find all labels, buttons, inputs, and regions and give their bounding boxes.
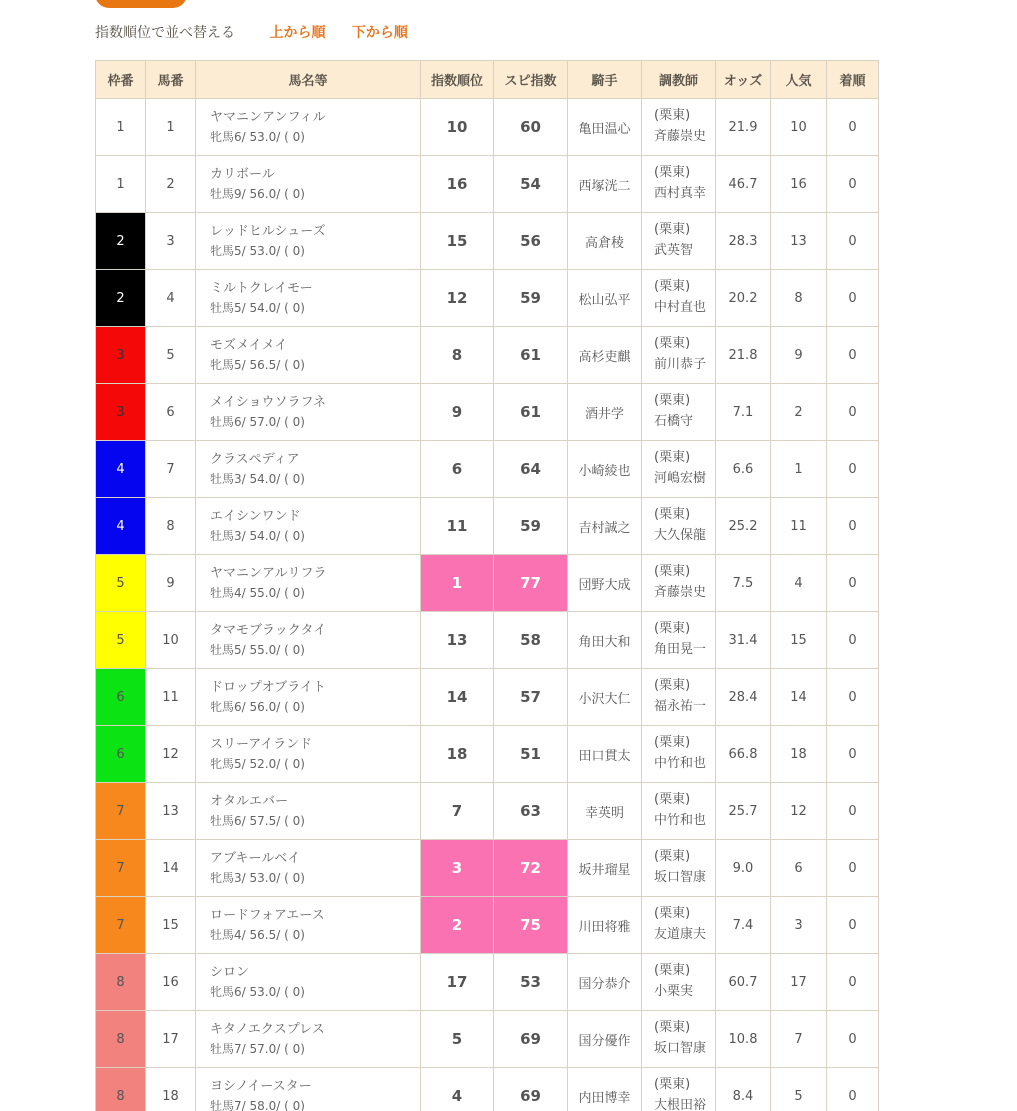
horse-name: ヤマニンアンフィル: [210, 109, 326, 125]
popularity-cell: 18: [771, 726, 827, 783]
index-rank-cell: 5: [421, 1011, 494, 1068]
speed-index-cell: 77: [494, 555, 568, 612]
horse-detail: 牡馬3/ 54.0/ ( 0): [210, 528, 305, 543]
horse-number-cell: 3: [146, 213, 196, 270]
jockey-cell: 小沢大仁: [568, 669, 642, 726]
odds-cell: 21.8: [716, 327, 771, 384]
frame-number-cell: 8: [96, 1011, 146, 1068]
horse-name: スリーアイランド: [210, 736, 313, 752]
trainer-cell: [642, 156, 716, 213]
table-row: [96, 327, 879, 384]
horse-number-cell: 11: [146, 669, 196, 726]
column-header-5: 騎手: [568, 61, 642, 99]
horse-name: ミルトクレイモー: [210, 280, 313, 296]
trainer-cell: [642, 954, 716, 1011]
trainer-cell: [642, 270, 716, 327]
frame-number-cell: 1: [96, 99, 146, 156]
horse-name-cell: [196, 498, 421, 555]
finish-position-cell: 0: [827, 555, 879, 612]
horse-detail: 牡馬3/ 54.0/ ( 0): [210, 471, 305, 486]
speed-index-cell: 51: [494, 726, 568, 783]
popularity-cell: 14: [771, 669, 827, 726]
trainer-name: 中竹和也: [654, 813, 707, 828]
odds-cell: 31.4: [716, 612, 771, 669]
index-rank-cell: 3: [421, 840, 494, 897]
jockey-cell: 幸英明: [568, 783, 642, 840]
finish-position-cell: 0: [827, 612, 879, 669]
popularity-cell: 9: [771, 327, 827, 384]
popularity-cell: 11: [771, 498, 827, 555]
horse-name: ヤマニンアルリフラ: [210, 565, 327, 581]
speed-index-cell: 64: [494, 441, 568, 498]
trainer-region: (栗東): [654, 1020, 691, 1036]
trainer-cell: [642, 327, 716, 384]
index-rank-cell: 9: [421, 384, 494, 441]
horse-detail: 牡馬4/ 55.0/ ( 0): [210, 585, 305, 600]
horse-detail: 牝馬6/ 53.0/ ( 0): [210, 984, 305, 999]
horse-number-cell: 15: [146, 897, 196, 954]
trainer-region: (栗東): [654, 507, 691, 523]
horse-name-cell: [196, 1068, 421, 1111]
horse-number-cell: 14: [146, 840, 196, 897]
horse-name-cell: [196, 1011, 421, 1068]
trainer-cell: [642, 726, 716, 783]
horse-name-cell: [196, 840, 421, 897]
horse-name-cell: [196, 897, 421, 954]
column-header-3: 指数順位: [421, 61, 494, 99]
index-rank-cell: 17: [421, 954, 494, 1011]
horse-name: キタノエクスプレス: [210, 1021, 325, 1037]
speed-index-cell: 58: [494, 612, 568, 669]
trainer-cell: [642, 213, 716, 270]
column-header-6: 調教師: [642, 61, 716, 99]
horse-name: モズメイメイ: [210, 337, 288, 353]
speed-index-cell: 54: [494, 156, 568, 213]
race-index-table: [95, 60, 879, 1111]
trainer-region: (栗東): [654, 963, 691, 979]
trainer-region: (栗東): [654, 450, 691, 466]
jockey-cell: 内田博幸: [568, 1068, 642, 1111]
horse-name-cell: [196, 213, 421, 270]
trainer-name: 大根田裕: [654, 1098, 707, 1111]
horse-detail: 牝馬5/ 53.0/ ( 0): [210, 243, 305, 258]
horse-detail: 牝馬6/ 53.0/ ( 0): [210, 129, 305, 144]
trainer-cell: [642, 840, 716, 897]
jockey-cell: 高杉吏麒: [568, 327, 642, 384]
sort-ascending-link[interactable]: 上から順: [269, 25, 326, 41]
trainer-name: 友道康夫: [654, 927, 707, 942]
trainer-region: (栗東): [654, 279, 691, 295]
index-rank-cell: 11: [421, 498, 494, 555]
odds-cell: 25.7: [716, 783, 771, 840]
horse-detail: 牡馬6/ 57.0/ ( 0): [210, 414, 305, 429]
trainer-region: (栗東): [654, 792, 691, 808]
popularity-cell: 8: [771, 270, 827, 327]
finish-position-cell: 0: [827, 327, 879, 384]
trainer-name: 武英智: [654, 243, 694, 258]
finish-position-cell: 0: [827, 213, 879, 270]
table-row: [96, 669, 879, 726]
column-header-2: 馬名等: [196, 61, 421, 99]
finish-position-cell: 0: [827, 384, 879, 441]
trainer-name: 中竹和也: [654, 756, 707, 771]
odds-cell: 9.0: [716, 840, 771, 897]
jockey-cell: 松山弘平: [568, 270, 642, 327]
index-rank-cell: 7: [421, 783, 494, 840]
sort-descending-link[interactable]: 下から順: [351, 25, 408, 41]
trainer-region: (栗東): [654, 678, 691, 694]
finish-position-cell: 0: [827, 156, 879, 213]
jockey-cell: 角田大和: [568, 612, 642, 669]
trainer-region: (栗東): [654, 849, 691, 865]
odds-cell: 25.2: [716, 498, 771, 555]
speed-index-cell: 57: [494, 669, 568, 726]
popularity-cell: 10: [771, 99, 827, 156]
horse-name-cell: [196, 726, 421, 783]
frame-number-cell: 2: [96, 213, 146, 270]
table-row: [96, 897, 879, 954]
finish-position-cell: 0: [827, 840, 879, 897]
horse-name-cell: [196, 327, 421, 384]
horse-detail: 牡馬7/ 57.0/ ( 0): [210, 1041, 305, 1056]
table-row: [96, 213, 879, 270]
odds-cell: 7.5: [716, 555, 771, 612]
odds-cell: 66.8: [716, 726, 771, 783]
popularity-cell: 2: [771, 384, 827, 441]
horse-detail: 牝馬5/ 56.5/ ( 0): [210, 357, 305, 372]
trainer-name: 石橋守: [654, 414, 694, 429]
popularity-cell: 7: [771, 1011, 827, 1068]
frame-number-cell: 7: [96, 783, 146, 840]
horse-name: レッドヒルシューズ: [210, 223, 326, 239]
horse-number-cell: 6: [146, 384, 196, 441]
column-header-4: スピ指数: [494, 61, 568, 99]
horse-number-cell: 1: [146, 99, 196, 156]
column-header-0: 枠番: [96, 61, 146, 99]
index-rank-cell: 16: [421, 156, 494, 213]
jockey-cell: 酒井学: [568, 384, 642, 441]
trainer-region: (栗東): [654, 222, 691, 238]
odds-cell: 28.3: [716, 213, 771, 270]
popularity-cell: 16: [771, 156, 827, 213]
finish-position-cell: 0: [827, 270, 879, 327]
index-rank-cell: 2: [421, 897, 494, 954]
top-action-button[interactable]: [95, 0, 187, 8]
popularity-cell: 15: [771, 612, 827, 669]
horse-number-cell: 10: [146, 612, 196, 669]
table-row: [96, 1011, 879, 1068]
jockey-cell: 国分優作: [568, 1011, 642, 1068]
horse-name: メイショウソラフネ: [210, 394, 326, 410]
speed-index-cell: 53: [494, 954, 568, 1011]
odds-cell: 60.7: [716, 954, 771, 1011]
horse-name: ロードフォアエース: [210, 907, 325, 923]
trainer-name: 福永祐一: [654, 699, 707, 714]
odds-cell: 46.7: [716, 156, 771, 213]
finish-position-cell: 0: [827, 1011, 879, 1068]
horse-name: ドロップオブライト: [210, 679, 326, 695]
horse-name-cell: [196, 669, 421, 726]
index-rank-cell: 12: [421, 270, 494, 327]
popularity-cell: 4: [771, 555, 827, 612]
trainer-name: 小栗実: [654, 984, 694, 999]
table-row: [96, 555, 879, 612]
horse-number-cell: 7: [146, 441, 196, 498]
jockey-cell: 田口貫太: [568, 726, 642, 783]
popularity-cell: 3: [771, 897, 827, 954]
jockey-cell: 亀田温心: [568, 99, 642, 156]
trainer-name: 斉藤崇史: [654, 129, 707, 144]
table-header: [96, 61, 879, 99]
trainer-cell: [642, 669, 716, 726]
horse-name-cell: [196, 555, 421, 612]
horse-number-cell: 13: [146, 783, 196, 840]
table-row: [96, 612, 879, 669]
index-rank-cell: 6: [421, 441, 494, 498]
horse-detail: 牡馬6/ 57.5/ ( 0): [210, 813, 305, 828]
horse-name-cell: [196, 783, 421, 840]
popularity-cell: 5: [771, 1068, 827, 1111]
table-row: [96, 1068, 879, 1111]
trainer-name: 角田晃一: [654, 642, 707, 657]
finish-position-cell: 0: [827, 783, 879, 840]
speed-index-cell: 59: [494, 270, 568, 327]
speed-index-cell: 69: [494, 1011, 568, 1068]
horse-name: クラスペディア: [210, 451, 300, 467]
index-rank-cell: 1: [421, 555, 494, 612]
column-header-1: 馬番: [146, 61, 196, 99]
index-rank-cell: 8: [421, 327, 494, 384]
finish-position-cell: 0: [827, 99, 879, 156]
trainer-name: 大久保龍: [654, 528, 707, 543]
odds-cell: 10.8: [716, 1011, 771, 1068]
horse-detail: 牡馬5/ 55.0/ ( 0): [210, 642, 305, 657]
index-rank-cell: 13: [421, 612, 494, 669]
horse-name-cell: [196, 384, 421, 441]
sort-label: 指数順位で並べ替える: [95, 25, 235, 41]
odds-cell: 20.2: [716, 270, 771, 327]
horse-name-cell: [196, 612, 421, 669]
trainer-region: (栗東): [654, 336, 691, 352]
trainer-region: (栗東): [654, 735, 691, 751]
table-row: [96, 840, 879, 897]
jockey-cell: 坂井瑠星: [568, 840, 642, 897]
speed-index-cell: 63: [494, 783, 568, 840]
trainer-name: 河嶋宏樹: [654, 471, 707, 486]
trainer-name: 中村直也: [654, 300, 707, 315]
speed-index-cell: 56: [494, 213, 568, 270]
jockey-cell: 団野大成: [568, 555, 642, 612]
horse-name-cell: [196, 99, 421, 156]
jockey-cell: 高倉稜: [568, 213, 642, 270]
horse-detail: 牝馬6/ 56.0/ ( 0): [210, 699, 305, 714]
horse-detail: 牡馬7/ 58.0/ ( 0): [210, 1098, 305, 1111]
jockey-cell: 吉村誠之: [568, 498, 642, 555]
horse-detail: 牝馬5/ 52.0/ ( 0): [210, 756, 305, 771]
table-row: [96, 384, 879, 441]
finish-position-cell: 0: [827, 669, 879, 726]
popularity-cell: 6: [771, 840, 827, 897]
odds-cell: 7.4: [716, 897, 771, 954]
sort-bar: [95, 22, 430, 42]
horse-number-cell: 2: [146, 156, 196, 213]
jockey-cell: 川田将雅: [568, 897, 642, 954]
index-rank-cell: 15: [421, 213, 494, 270]
horse-name: オタルエバー: [210, 793, 289, 809]
horse-detail: 牡馬5/ 54.0/ ( 0): [210, 300, 305, 315]
trainer-cell: [642, 498, 716, 555]
trainer-region: (栗東): [654, 906, 691, 922]
horse-name: シロン: [210, 964, 250, 980]
frame-number-cell: 4: [96, 498, 146, 555]
horse-number-cell: 8: [146, 498, 196, 555]
odds-cell: 8.4: [716, 1068, 771, 1111]
trainer-name: 坂口智康: [654, 870, 707, 885]
horse-name: ヨシノイースター: [210, 1078, 312, 1094]
horse-number-cell: 18: [146, 1068, 196, 1111]
table-row: [96, 156, 879, 213]
frame-number-cell: 3: [96, 327, 146, 384]
index-rank-cell: 10: [421, 99, 494, 156]
finish-position-cell: 0: [827, 1068, 879, 1111]
horse-number-cell: 5: [146, 327, 196, 384]
table-row: [96, 498, 879, 555]
trainer-region: (栗東): [654, 165, 691, 181]
finish-position-cell: 0: [827, 441, 879, 498]
frame-number-cell: 6: [96, 726, 146, 783]
trainer-cell: [642, 441, 716, 498]
frame-number-cell: 8: [96, 1068, 146, 1111]
speed-index-cell: 59: [494, 498, 568, 555]
horse-detail: 牡馬4/ 56.5/ ( 0): [210, 927, 305, 942]
column-header-8: 人気: [771, 61, 827, 99]
frame-number-cell: 1: [96, 156, 146, 213]
finish-position-cell: 0: [827, 498, 879, 555]
column-header-7: オッズ: [716, 61, 771, 99]
jockey-cell: 小崎綾也: [568, 441, 642, 498]
table-row: [96, 783, 879, 840]
table-row: [96, 99, 879, 156]
popularity-cell: 1: [771, 441, 827, 498]
horse-name-cell: [196, 954, 421, 1011]
horse-name-cell: [196, 270, 421, 327]
trainer-cell: [642, 1068, 716, 1111]
trainer-region: (栗東): [654, 393, 691, 409]
horse-number-cell: 12: [146, 726, 196, 783]
speed-index-cell: 75: [494, 897, 568, 954]
trainer-name: 斉藤崇史: [654, 585, 707, 600]
horse-name-cell: [196, 441, 421, 498]
index-rank-cell: 14: [421, 669, 494, 726]
horse-name: タマモブラックタイ: [210, 622, 327, 638]
frame-number-cell: 4: [96, 441, 146, 498]
horse-number-cell: 9: [146, 555, 196, 612]
horse-name: アブキールベイ: [210, 850, 301, 866]
jockey-cell: 国分恭介: [568, 954, 642, 1011]
speed-index-cell: 72: [494, 840, 568, 897]
horse-number-cell: 16: [146, 954, 196, 1011]
trainer-region: (栗東): [654, 1077, 691, 1093]
frame-number-cell: 5: [96, 555, 146, 612]
trainer-cell: [642, 555, 716, 612]
index-rank-cell: 4: [421, 1068, 494, 1111]
trainer-cell: [642, 1011, 716, 1068]
trainer-region: (栗東): [654, 108, 691, 124]
trainer-name: 西村真幸: [654, 186, 707, 201]
trainer-name: 前川恭子: [654, 357, 707, 372]
trainer-cell: [642, 99, 716, 156]
horse-name: エイシンワンド: [210, 508, 301, 524]
table-row: [96, 726, 879, 783]
popularity-cell: 17: [771, 954, 827, 1011]
odds-cell: 7.1: [716, 384, 771, 441]
index-rank-cell: 18: [421, 726, 494, 783]
horse-detail: 牡馬9/ 56.0/ ( 0): [210, 186, 305, 201]
frame-number-cell: 2: [96, 270, 146, 327]
finish-position-cell: 0: [827, 726, 879, 783]
speed-index-cell: 60: [494, 99, 568, 156]
table-row: [96, 954, 879, 1011]
horse-number-cell: 4: [146, 270, 196, 327]
odds-cell: 21.9: [716, 99, 771, 156]
trainer-cell: [642, 897, 716, 954]
table-row: [96, 270, 879, 327]
speed-index-cell: 61: [494, 327, 568, 384]
trainer-cell: [642, 612, 716, 669]
frame-number-cell: 7: [96, 897, 146, 954]
frame-number-cell: 8: [96, 954, 146, 1011]
trainer-region: (栗東): [654, 564, 691, 580]
jockey-cell: 西塚洸二: [568, 156, 642, 213]
frame-number-cell: 3: [96, 384, 146, 441]
finish-position-cell: 0: [827, 897, 879, 954]
popularity-cell: 13: [771, 213, 827, 270]
table-row: [96, 441, 879, 498]
finish-position-cell: 0: [827, 954, 879, 1011]
horse-number-cell: 17: [146, 1011, 196, 1068]
trainer-cell: [642, 783, 716, 840]
speed-index-cell: 61: [494, 384, 568, 441]
trainer-region: (栗東): [654, 621, 691, 637]
frame-number-cell: 5: [96, 612, 146, 669]
odds-cell: 6.6: [716, 441, 771, 498]
frame-number-cell: 7: [96, 840, 146, 897]
popularity-cell: 12: [771, 783, 827, 840]
horse-detail: 牝馬3/ 53.0/ ( 0): [210, 870, 305, 885]
trainer-cell: [642, 384, 716, 441]
horse-name-cell: [196, 156, 421, 213]
odds-cell: 28.4: [716, 669, 771, 726]
frame-number-cell: 6: [96, 669, 146, 726]
speed-index-cell: 69: [494, 1068, 568, 1111]
trainer-name: 坂口智康: [654, 1041, 707, 1056]
column-header-9: 着順: [827, 61, 879, 99]
horse-name: カリボール: [210, 166, 275, 182]
